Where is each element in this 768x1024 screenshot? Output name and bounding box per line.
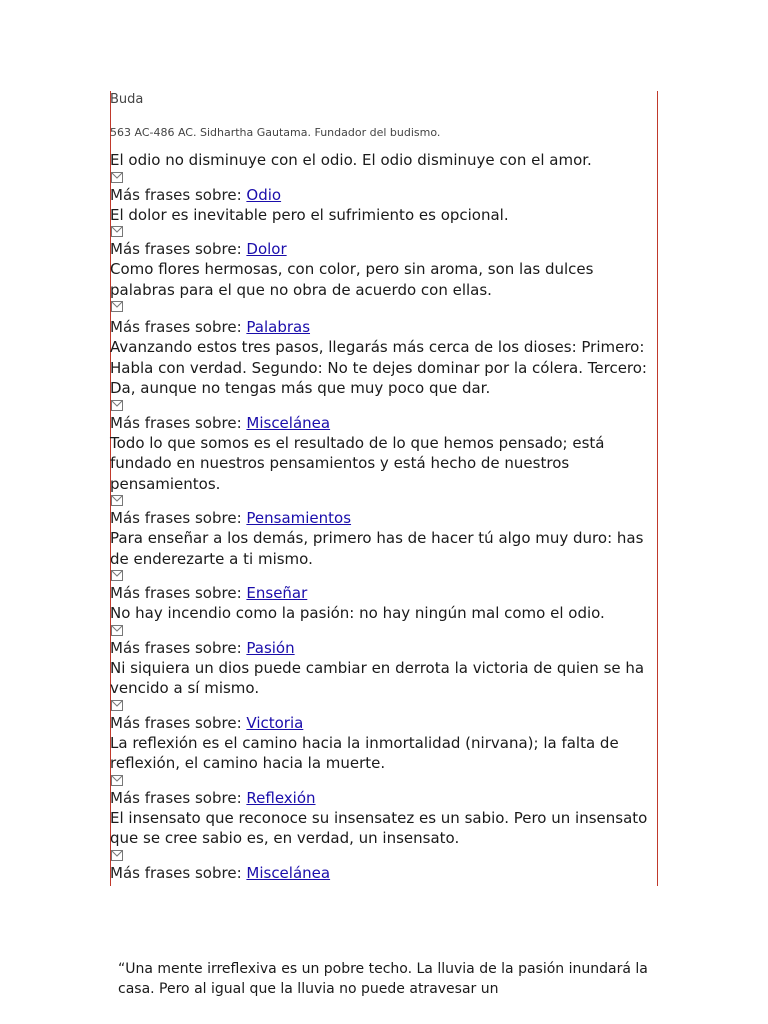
envelope-icon[interactable] bbox=[111, 495, 123, 506]
quote-block bbox=[110, 603, 658, 658]
more-quotes-line bbox=[110, 239, 658, 259]
author-name: Buda bbox=[110, 92, 144, 107]
topic-link[interactable]: Miscelánea bbox=[246, 863, 331, 882]
quote-text: Ni siquiera un dios puede cambiar en derrota la victoria de quien se ha vencido a sí mismo. bbox=[110, 658, 645, 697]
quote-text: Como flores hermosas, con color, pero sin aroma, son las dulces palabras para el que no obra de acuerdo con ellas. bbox=[110, 260, 594, 299]
quote-text: El dolor es inevitable pero el sufrimiento es opcional. bbox=[110, 205, 509, 224]
quote-text: El insensato que reconoce su insensatez es un sabio. Pero un insensato que se cree sabio es, en verdad, un insensato. bbox=[110, 808, 648, 847]
envelope-icon[interactable] bbox=[111, 850, 123, 861]
topic-link[interactable]: Reflexión bbox=[246, 788, 316, 807]
more-label: Más frases sobre: bbox=[110, 638, 247, 657]
more-quotes-line bbox=[110, 413, 658, 433]
topic-link[interactable]: Odio bbox=[246, 185, 282, 204]
author-subtitle: 563 AC-486 AC. Sidhartha Gautama. Fundador del budismo. bbox=[110, 126, 441, 139]
more-label: Más frases sobre: bbox=[110, 584, 247, 602]
more-label: Más frases sobre: bbox=[110, 240, 247, 258]
envelope-icon[interactable] bbox=[111, 172, 123, 183]
quote-block bbox=[110, 337, 658, 433]
more-label: Más frases sobre: bbox=[110, 713, 247, 732]
envelope-icon[interactable] bbox=[111, 625, 123, 636]
quote-text: Para enseñar a los demás, primero has de hacer tú algo muy duro: has de enderezarte a ti mismo. bbox=[110, 529, 644, 568]
quote-block bbox=[110, 205, 658, 260]
quote-block bbox=[110, 528, 658, 603]
topic-link[interactable]: Victoria bbox=[246, 713, 304, 732]
topic-link[interactable]: Pensamientos bbox=[246, 509, 352, 527]
quote-text: La reflexión es el camino hacia la inmortalidad (nirvana); la falta de reflexión, el camino hacia la muerte. bbox=[110, 733, 619, 772]
more-quotes-line bbox=[110, 317, 658, 337]
quote-block bbox=[110, 259, 658, 337]
more-label: Más frases sobre: bbox=[110, 413, 247, 432]
envelope-icon[interactable] bbox=[111, 775, 123, 786]
more-quotes-line bbox=[110, 638, 658, 658]
topic-link[interactable]: Enseñar bbox=[246, 584, 308, 602]
more-label: Más frases sobre: bbox=[110, 509, 247, 527]
more-quotes-line bbox=[110, 583, 658, 603]
more-label: Más frases sobre: bbox=[110, 788, 247, 807]
quote-text: No hay incendio como la pasión: no hay ningún mal como el odio. bbox=[110, 604, 605, 622]
topic-link[interactable]: Miscelánea bbox=[246, 413, 331, 432]
topic-link[interactable]: Pasión bbox=[246, 638, 295, 657]
quote-block bbox=[110, 658, 658, 733]
more-quotes-line bbox=[110, 863, 658, 883]
more-quotes-line bbox=[110, 508, 658, 528]
more-label: Más frases sobre: bbox=[110, 863, 247, 882]
more-label: Más frases sobre: bbox=[110, 185, 247, 204]
envelope-icon[interactable] bbox=[111, 226, 123, 237]
quotes-content bbox=[110, 92, 658, 883]
more-quotes-line bbox=[110, 713, 658, 733]
quote-text: Todo lo que somos es el resultado de lo que hemos pensado; está fundado en nuestros pensamientos y está hecho de nuestros pensamientos. bbox=[110, 433, 605, 493]
more-quotes-line bbox=[110, 788, 658, 808]
quote-text: El odio no disminuye con el odio. El odio disminuye con el amor. bbox=[110, 151, 592, 169]
envelope-icon[interactable] bbox=[111, 570, 123, 581]
topic-link[interactable]: Dolor bbox=[246, 240, 287, 258]
topic-link[interactable]: Palabras bbox=[246, 318, 311, 336]
quote-block bbox=[110, 433, 658, 529]
envelope-icon[interactable] bbox=[111, 301, 123, 312]
envelope-icon[interactable] bbox=[111, 400, 123, 411]
more-quotes-line bbox=[110, 185, 658, 205]
quote-text: Avanzando estos tres pasos, llegarás más cerca de los dioses: Primero: Habla con verdad. Segundo: No te dejes dominar por la cólera. Tercero: Da, aunque no tengas más que muy poco que dar. bbox=[110, 338, 647, 397]
quote-block bbox=[110, 808, 658, 883]
quote-block bbox=[110, 150, 658, 205]
envelope-icon[interactable] bbox=[111, 700, 123, 711]
quote-block bbox=[110, 733, 658, 808]
more-label: Más frases sobre: bbox=[110, 318, 247, 336]
featured-quote: “Una mente irreflexiva es un pobre techo. La lluvia de la pasión inundará la casa. Pero al igual que la lluvia no puede atravesar un bbox=[118, 961, 648, 997]
